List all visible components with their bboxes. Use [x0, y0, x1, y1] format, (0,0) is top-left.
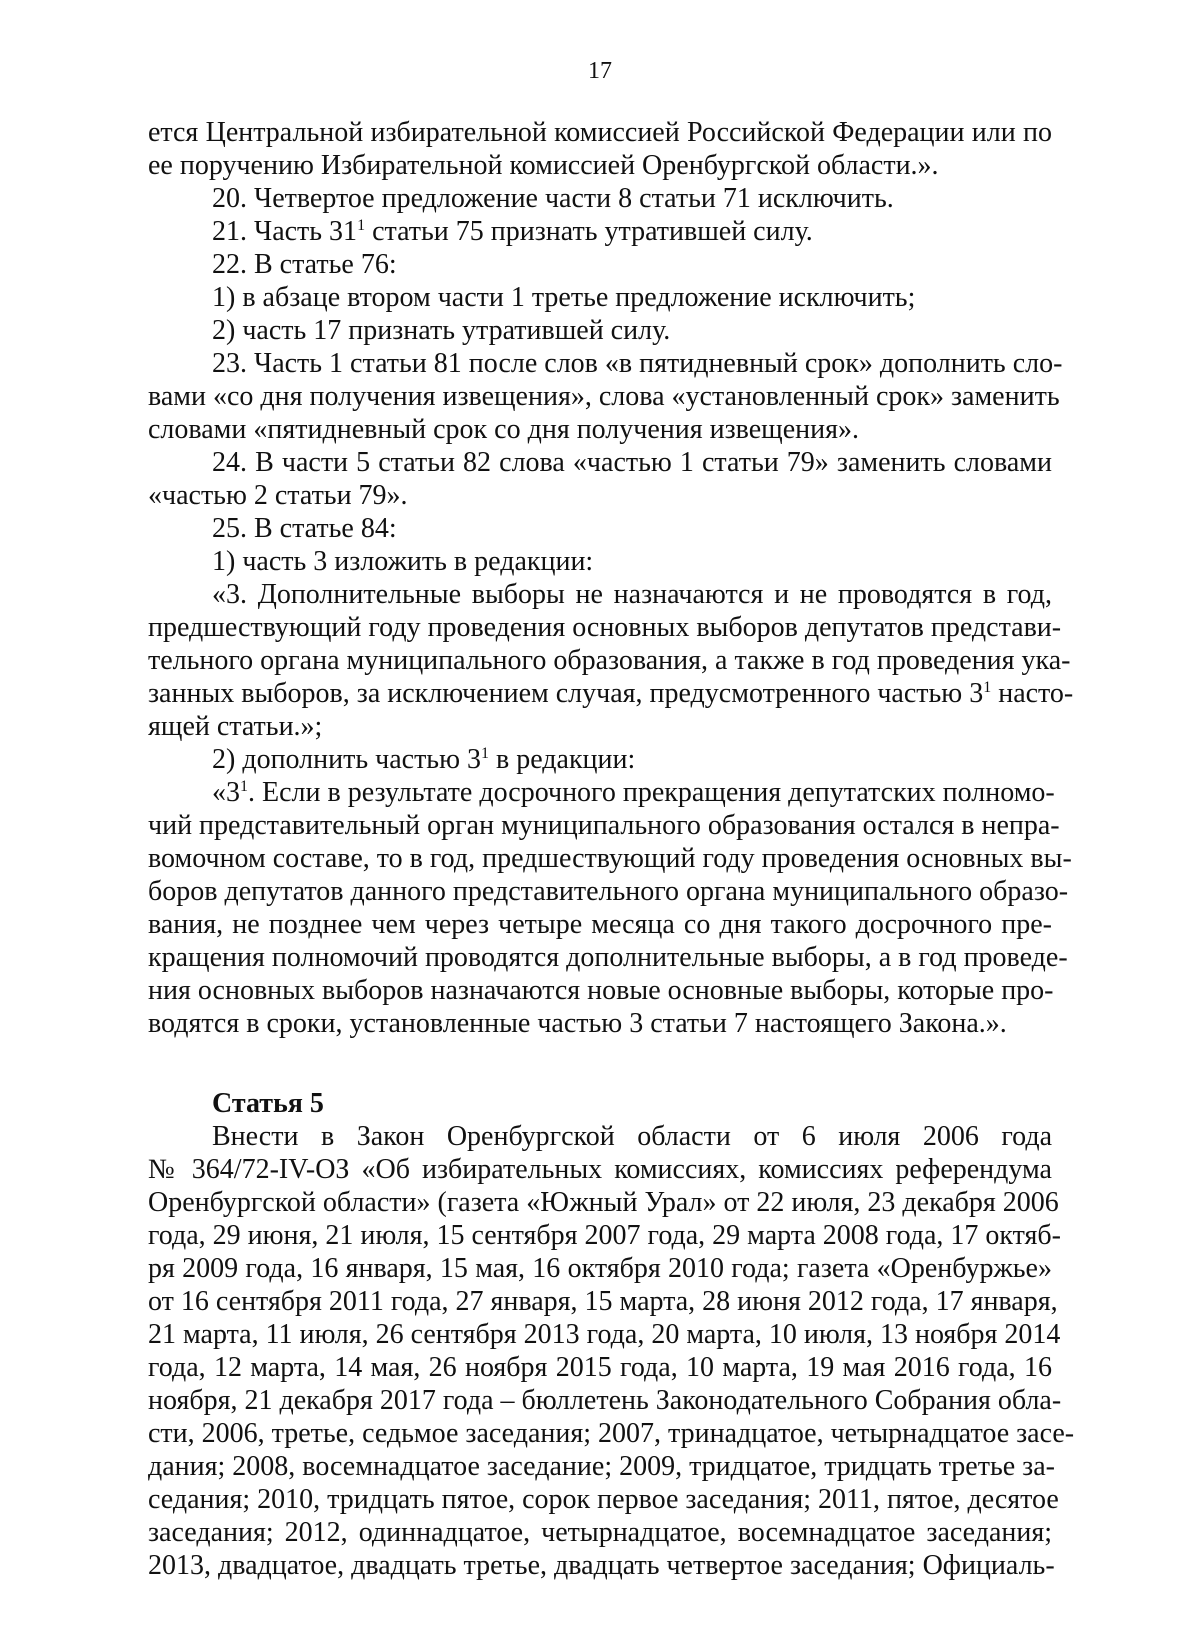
text-line: словами «пятидневный срок со дня получения извещения». — [148, 414, 860, 445]
text-line: водятся в сроки, установленные частью 3 статьи 7 настоящего Закона.». — [148, 1008, 1007, 1039]
text-line: боров депутатов данного представительного органа муниципального образо- — [148, 876, 1069, 907]
text-line: 25. В статье 84: — [212, 513, 397, 544]
text-line: 20. Четвертое предложение части 8 статьи 71 исключить. — [212, 183, 894, 214]
text-line: года, 12 марта, 14 мая, 26 ноября 2015 года, 10 марта, 19 мая 2016 года, 16 — [148, 1352, 1052, 1383]
text-line: 2013, двадцатое, двадцать третье, двадцать четвертое заседания; Официаль- — [148, 1550, 1055, 1581]
text-line: ноября, 21 декабря 2017 года – бюллетень Законодательного Собрания обла- — [148, 1385, 1062, 1416]
text-line: кращения полномочий проводятся дополнительные выборы, а в год проведе- — [148, 942, 1068, 973]
text-line: занных выборов, за исключением случая, предусмотренного частью $3^1$ насто- — [148, 678, 1074, 709]
text-line: тельного органа муниципального образования, а также в год проведения ука- — [148, 645, 1071, 676]
text-line: 21 марта, 11 июля, 26 сентября 2013 года, 20 марта, 10 июля, 13 ноября 2014 — [148, 1319, 1061, 1350]
text-line: Оренбургской области» (газета «Южный Урал» от 22 июля, 23 декабря 2006 — [148, 1187, 1059, 1218]
text-line: ния основных выборов назначаются новые основные выборы, которые про- — [148, 975, 1054, 1006]
text-line: дания; 2008, восемнадцатое заседание; 2009, тридцатое, тридцать третье за- — [148, 1451, 1055, 1482]
text-line: 1) часть 3 изложить в редакции: — [212, 546, 594, 577]
text-line: чий представительный орган муниципального образования остался в непра- — [148, 810, 1060, 841]
text-line: ее поручению Избирательной комиссией Оренбургской области.». — [148, 150, 939, 181]
text-line: 24. В части 5 статьи 82 слова «частью 1 статьи 79» заменить словами — [212, 447, 1052, 478]
text-line: ящей статьи.»; — [148, 711, 323, 742]
text-line: ря 2009 года, 16 января, 15 мая, 16 октября 2010 года; газета «Оренбуржье» — [148, 1253, 1052, 1284]
text-line: года, 29 июня, 21 июля, 15 сентября 2007 года, 29 марта 2008 года, 17 октяб- — [148, 1220, 1061, 1251]
text-line: «$3^1$. Если в результате досрочного прекращения депутатских полномо- — [212, 777, 1055, 808]
text-line: «частью 2 статьи 79». — [148, 480, 408, 511]
text-line: Внести в Закон Оренбургской области от 6 июля 2006 года — [212, 1121, 1052, 1152]
text-line: ется Центральной избирательной комиссией Российской Федерации или по — [148, 117, 1052, 148]
text-line: вомочном составе, то в год, предшествующий году проведения основных вы- — [148, 843, 1072, 874]
text-line: вания, не позднее чем через четыре месяца со дня такого досрочного пре- — [148, 909, 1052, 940]
text-line: сти, 2006, третье, седьмое заседания; 2007, тринадцатое, четырнадцатое засе- — [148, 1418, 1075, 1449]
page-number: 17 — [588, 58, 612, 84]
text-line: от 16 сентября 2011 года, 27 января, 15 марта, 28 июня 2012 года, 17 января, — [148, 1286, 1058, 1317]
article-heading: Статья 5 — [212, 1088, 324, 1119]
text-line: предшествующий году проведения основных выборов депутатов представи- — [148, 612, 1062, 643]
text-line: «3. Дополнительные выборы не назначаются и не проводятся в год, — [212, 579, 1052, 610]
text-line: 2) дополнить частью $3^1$ в редакции: — [212, 744, 636, 775]
text-line: 1) в абзаце втором части 1 третье предложение исключить; — [212, 282, 916, 313]
text-line: 22. В статье 76: — [212, 249, 397, 280]
text-line: заседания; 2012, одиннадцатое, четырнадцатое, восемнадцатое заседания; — [148, 1517, 1052, 1548]
text-line: № 364/72-IV-ОЗ «Об избирательных комиссиях, комиссиях референдума — [148, 1154, 1052, 1185]
text-line: вами «со дня получения извещения», слова «установленный срок» заменить — [148, 381, 1060, 412]
text-line: 23. Часть 1 статьи 81 после слов «в пятидневный срок» дополнить сло- — [212, 348, 1063, 379]
text-line: 2) часть 17 признать утратившей силу. — [212, 315, 671, 346]
text-line: 21. Часть $31^1$ статьи 75 признать утратившей силу. — [212, 216, 813, 247]
text-line: седания; 2010, тридцать пятое, сорок первое заседания; 2011, пятое, десятое — [148, 1484, 1059, 1515]
